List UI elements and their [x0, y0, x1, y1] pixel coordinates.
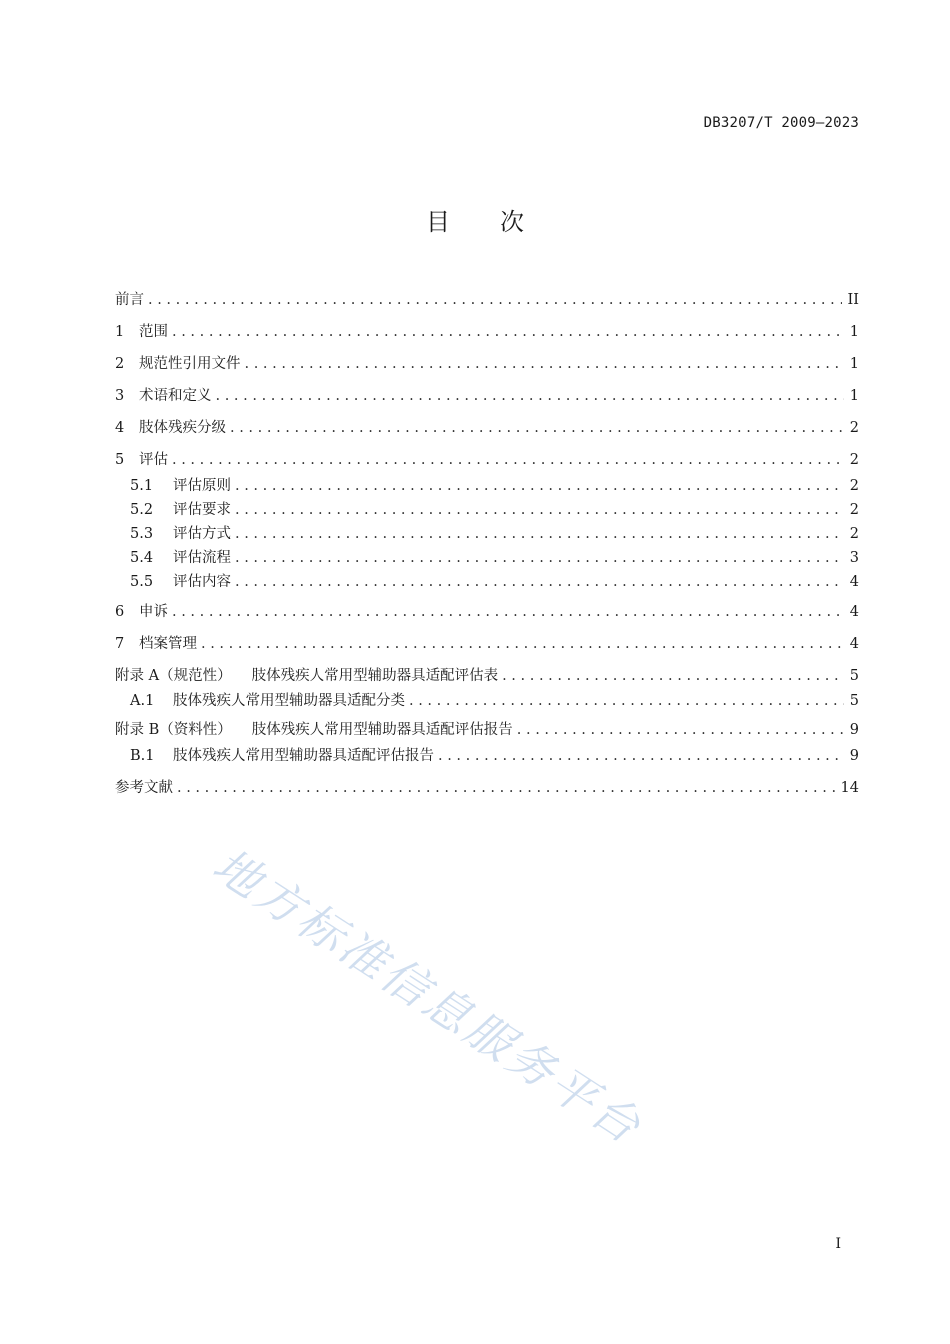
toc-entry[interactable] — [115, 450, 859, 470]
toc-entry-label — [115, 691, 405, 711]
toc-leader-dots — [235, 476, 844, 496]
toc-entry-page: 5 — [849, 668, 859, 684]
toc-entry-number: 附录 B（资料性） — [115, 722, 232, 738]
toc-entry-page: 2 — [849, 420, 859, 436]
toc-entry-title: 申诉 — [139, 604, 168, 620]
toc-entry-number: 5.4 — [130, 550, 154, 566]
toc-entry-page: 4 — [849, 636, 859, 652]
toc-entry-label — [115, 548, 231, 568]
toc-entry-page: II — [847, 292, 859, 308]
toc-entry-title: 前言 — [115, 292, 144, 308]
toc-entry-page: 2 — [849, 502, 859, 518]
toc-entry[interactable] — [115, 322, 859, 342]
toc-entry-label — [115, 386, 212, 406]
toc-entry[interactable] — [115, 418, 859, 438]
toc-leader-dots — [245, 354, 844, 374]
toc-entry-title: 肢体残疾人常用型辅助器具适配评估报告 — [251, 722, 513, 738]
toc-entry-number: 5 — [115, 452, 125, 468]
toc-entry-number: 3 — [115, 388, 125, 404]
toc-entry[interactable] — [115, 634, 859, 654]
toc-leader-dots — [235, 572, 844, 592]
toc-entry[interactable] — [115, 548, 859, 568]
toc-entry[interactable] — [115, 524, 859, 544]
toc-leader-dots — [438, 746, 844, 766]
toc-entry[interactable] — [115, 720, 859, 740]
toc-leader-dots — [409, 691, 844, 711]
toc-entry-title: 规范性引用文件 — [139, 356, 241, 372]
toc-entry-number: A.1 — [130, 693, 155, 709]
toc-entry-number: 6 — [115, 604, 125, 620]
toc-entry[interactable] — [115, 476, 859, 496]
toc-entry-page: 1 — [849, 324, 859, 340]
toc-entry-label — [115, 572, 231, 592]
toc-entry-title: 评估方式 — [173, 526, 231, 542]
toc-entry-number: 4 — [115, 420, 125, 436]
toc-entry-label — [115, 290, 144, 310]
toc-entry-label — [115, 746, 434, 766]
toc-entry-title: 评估内容 — [173, 574, 231, 590]
toc-leader-dots — [230, 418, 844, 438]
toc-leader-dots — [502, 666, 844, 686]
toc-entry-page: 14 — [840, 780, 859, 796]
toc-entry-title: 档案管理 — [139, 636, 197, 652]
toc-entry[interactable] — [115, 500, 859, 520]
toc-entry[interactable] — [115, 290, 859, 310]
toc-leader-dots — [172, 450, 844, 470]
toc-entry-title: 术语和定义 — [139, 388, 212, 404]
page-number: I — [835, 1236, 841, 1252]
toc-entry-title: 评估流程 — [173, 550, 231, 566]
toc-leader-dots — [172, 322, 844, 342]
document-code: DB3207/T 2009—2023 — [703, 115, 859, 131]
toc-entry-page: 1 — [849, 356, 859, 372]
toc-entry-title: 肢体残疾人常用型辅助器具适配评估报告 — [173, 748, 434, 764]
watermark-text: 地方标准信息服务平台 — [203, 837, 653, 1156]
toc-leader-dots — [216, 386, 844, 406]
toc-entry-label — [115, 720, 513, 740]
toc-entry-title: 肢体残疾人常用型辅助器具适配分类 — [173, 693, 405, 709]
toc-entry-title: 评估 — [139, 452, 168, 468]
toc-entry-number: 5.5 — [130, 574, 154, 590]
toc-entry-label — [115, 666, 498, 686]
toc-heading-part2: 次 — [500, 208, 524, 236]
toc-entry[interactable] — [115, 386, 859, 406]
toc-entry[interactable] — [115, 354, 859, 374]
toc-leader-dots — [177, 778, 835, 798]
toc-leader-dots — [148, 290, 842, 310]
toc-entry-label — [115, 354, 241, 374]
toc-entry[interactable] — [115, 572, 859, 592]
toc-entry-page: 4 — [849, 604, 859, 620]
toc-entry-number: 5.1 — [130, 478, 154, 494]
toc-entry-label — [115, 524, 231, 544]
toc-entry[interactable] — [115, 602, 859, 622]
toc-entry-label — [115, 602, 168, 622]
toc-entry-label — [115, 634, 197, 654]
toc-entry-title: 评估要求 — [173, 502, 231, 518]
toc-entry-page: 9 — [849, 722, 859, 738]
toc-entry-number: 7 — [115, 636, 125, 652]
toc-entry-number: B.1 — [130, 748, 155, 764]
toc-entry-title: 肢体残疾人常用型辅助器具适配评估表 — [251, 668, 499, 684]
toc-entry-number: 5.2 — [130, 502, 154, 518]
toc-entry-label — [115, 418, 226, 438]
toc-entry[interactable] — [115, 778, 859, 798]
toc-heading-part1: 目 — [426, 208, 450, 236]
toc-leader-dots — [235, 500, 844, 520]
toc-entry-title: 参考文献 — [115, 780, 173, 796]
toc-entry-title: 评估原则 — [173, 478, 231, 494]
toc-leader-dots — [235, 548, 844, 568]
toc-entry-page: 3 — [849, 550, 859, 566]
toc-entry-label — [115, 500, 231, 520]
toc-entry-page: 9 — [849, 748, 859, 764]
toc-entry[interactable] — [115, 746, 859, 766]
toc-entry-label — [115, 476, 231, 496]
toc-entry-page: 5 — [849, 693, 859, 709]
toc-leader-dots — [517, 720, 844, 740]
toc-entry-page: 2 — [849, 452, 859, 468]
toc-entry-number: 附录 A（规范性） — [115, 668, 232, 684]
toc-entry-label — [115, 322, 168, 342]
toc-leader-dots — [172, 602, 844, 622]
toc-entry-label — [115, 450, 168, 470]
toc-leader-dots — [235, 524, 844, 544]
toc-entry-label — [115, 778, 173, 798]
toc-entry-title: 肢体残疾分级 — [139, 420, 226, 436]
toc-entry[interactable] — [115, 691, 859, 711]
toc-entry-page: 1 — [849, 388, 859, 404]
toc-entry-number: 2 — [115, 356, 125, 372]
toc-heading — [0, 202, 950, 237]
toc-entry-page: 2 — [849, 526, 859, 542]
toc-entry-page: 2 — [849, 478, 859, 494]
toc-entry-number: 1 — [115, 324, 125, 340]
toc-entry-page: 4 — [849, 574, 859, 590]
toc-entry[interactable] — [115, 666, 859, 686]
toc-entry-number: 5.3 — [130, 526, 154, 542]
toc-leader-dots — [201, 634, 844, 654]
toc-entry-title: 范围 — [139, 324, 168, 340]
